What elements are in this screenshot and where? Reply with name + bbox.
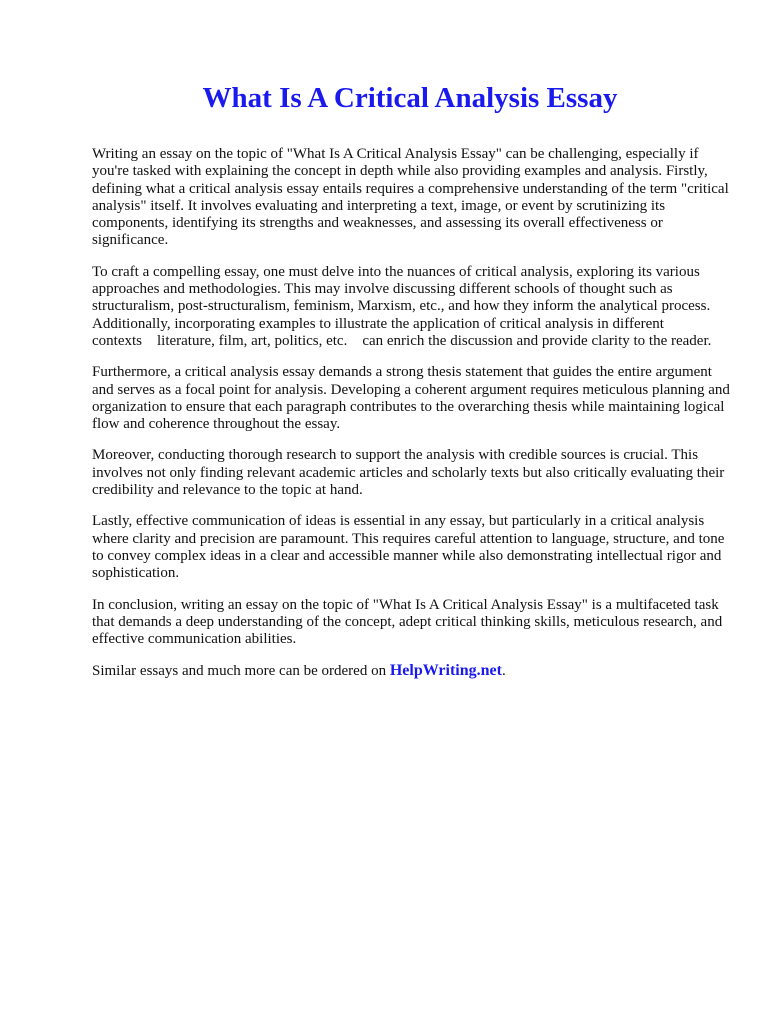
closing-line <box>92 662 732 680</box>
paragraph-3: Furthermore, a critical analysis essay demands a strong thesis statement that guides the entire argument and serves as a focal point for analysis. Developing a coherent argument requires meticulous planning and organization to ensure that each paragraph contributes to the overarching thesis while maintaining logical flow and coherence throughout the essay. <box>92 364 730 433</box>
paragraph-2: To craft a compelling essay, one must delve into the nuances of critical analysis, exploring its various approaches and methodologies. This may involve discussing different schools of thought such as structuralism, post-structuralism, feminism, Marxism, etc., and how they inform the analytical process. Additionally, incorporating examples to illustrate the application of critical analysis in different contexts literature, film, art, politics, etc. can enrich the discussion and provide clarity to the reader. <box>92 263 712 349</box>
helpwriting-link[interactable]: HelpWriting.net <box>389 662 502 680</box>
paragraph-4: Moreover, conducting thorough research to support the analysis with credible sources is crucial. This involves not only finding relevant academic articles and scholarly texts but also critically evaluating their credibility and relevance to the topic at hand. <box>92 447 725 499</box>
closing-period: . <box>501 663 506 680</box>
paragraph-1: Writing an essay on the topic of "What Is A Critical Analysis Essay" can be challenging, especially if you're tasked with explaining the concept in depth while also providing examples and analysis. Firstly, defining what a critical analysis essay entails requires a comprehensive understanding of the term "critical analysis" itself. It involves evaluating and interpreting a text, image, or event by scrutinizing its components, identifying its strengths and weaknesses, and assessing its overall effectiveness or significance. <box>92 146 729 249</box>
closing-text: Similar essays and much more can be ordered on <box>92 663 390 680</box>
essay-body <box>92 146 732 695</box>
paragraph-6: In conclusion, writing an essay on the topic of "What Is A Critical Analysis Essay" is a multifaceted task that demands a deep understanding of the concept, adept critical thinking skills, meticulous research, and effective communication abilities. <box>92 596 723 648</box>
page-title: What Is A Critical Analysis Essay <box>202 82 618 114</box>
paragraph-5: Lastly, effective communication of ideas is essential in any essay, but particularly in a critical analysis where clarity and precision are paramount. This requires careful attention to language, structure, and tone to convey complex ideas in a clear and accessible manner while also demonstrating intellectual rigor and sophistication. <box>92 513 725 582</box>
